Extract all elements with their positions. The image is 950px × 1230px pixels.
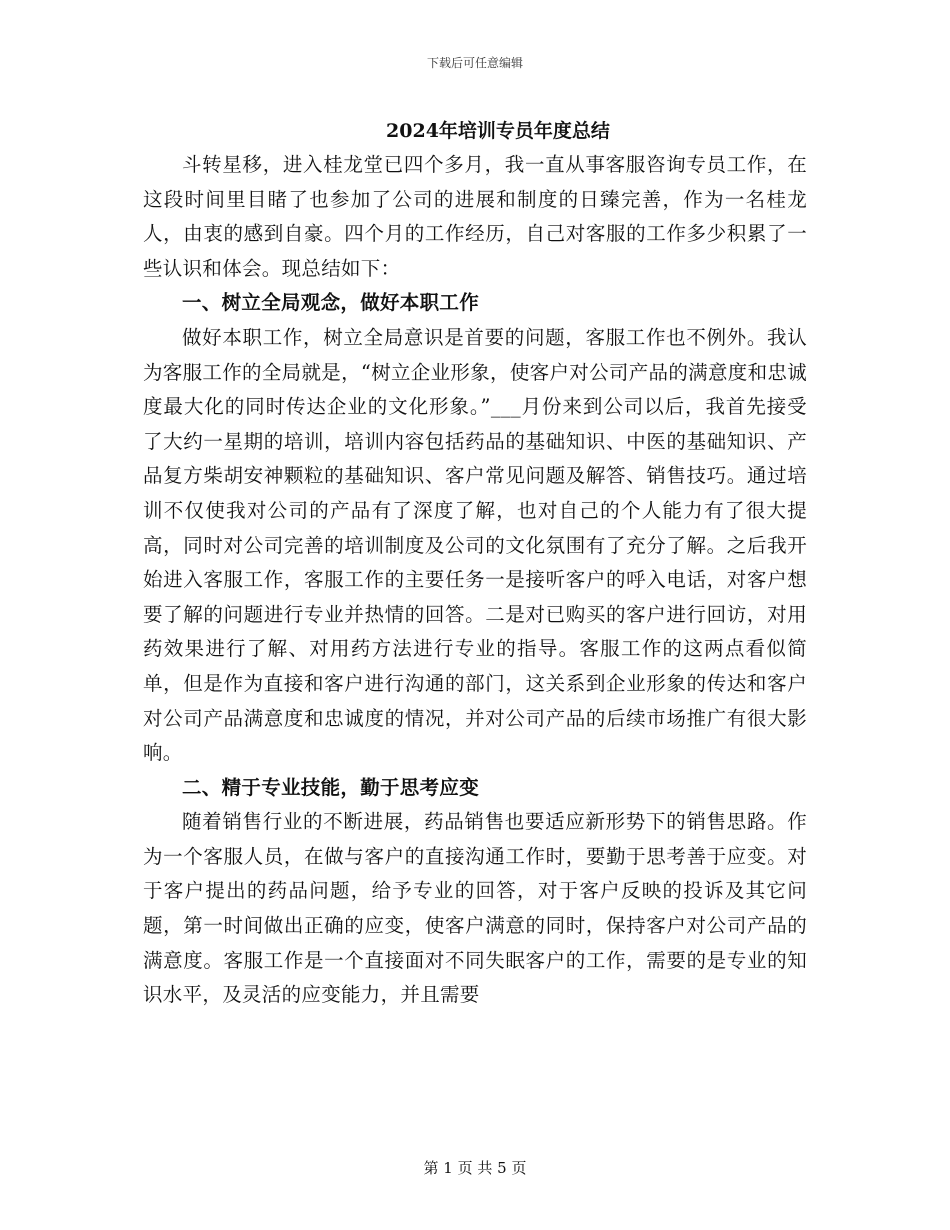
section-heading-1: 一、树立全局观念，做好本职工作 (182, 291, 480, 315)
page-number: 第 1 页 共 5 页 (423, 1159, 527, 1177)
document-body (143, 148, 807, 1013)
paragraph-intro: 斗转星移，进入桂龙堂已四个多月，我一直从事客服咨询专员工作，在这段时间里目睹了也参加了公司的进展和制度的日臻完善，作为一名桂龙人，由衷的感到自豪。四个月的工作经历，自己对客服的工作多少积累了一些认识和体会。现总结如下： (143, 153, 807, 280)
header-note: 下载后可任意编辑 (426, 56, 523, 70)
paragraph-section-1: 做好本职工作，树立全局意识是首要的问题，客服工作也不例外。我认为客服工作的全局就是，“树立企业形象，使客户对公司产品的满意度和忠诚度最大化的同时传达企业的文化形象。”___月份来到公司以后，我首先接受了大约一星期的培训，培训内容包括药品的基础知识、中医的基础知识、产品复方柴胡安神颗粒的基础知识、客户常见问题及解答、销售技巧。通过培训不仅使我对公司的产品有了深度了解，也对自己的个人能力有了很大提高，同时对公司完善的培训制度及公司的文化氛围有了充分了解。之后我开始进入客服工作，客服工作的主要任务一是接听客户的呼入电话，对客户想要了解的问题进行专业并热情的回答。二是对已购买的客户进行回访，对用药效果进行了解、对用药方法进行专业的指导。客服工作的这两点看似简单，但是作为直接和客户进行沟通的部门，这关系到企业形象的传达和客户对公司产品满意度和忠诚度的情况，并对公司产品的后续市场推广有很大影响。 (143, 325, 807, 765)
section-heading-2: 二、精于专业技能，勤于思考应变 (182, 775, 480, 799)
paragraph-section-2: 随着销售行业的不断进展，药品销售也要适应新形势下的销售思路。作为一个客服人员，在做与客户的直接沟通工作时，要勤于思考善于应变。对于客户提出的药品问题，给予专业的回答，对于客户反映的投诉及其它问题，第一时间做出正确的应变，使客户满意的同时，保持客户对公司产品的满意度。客服工作是一个直接面对不同失眠客户的工作，需要的是专业的知识水平，及灵活的应变能力，并且需要 (143, 810, 807, 1007)
document-title: 2024年培训专员年度总结 (386, 120, 610, 142)
